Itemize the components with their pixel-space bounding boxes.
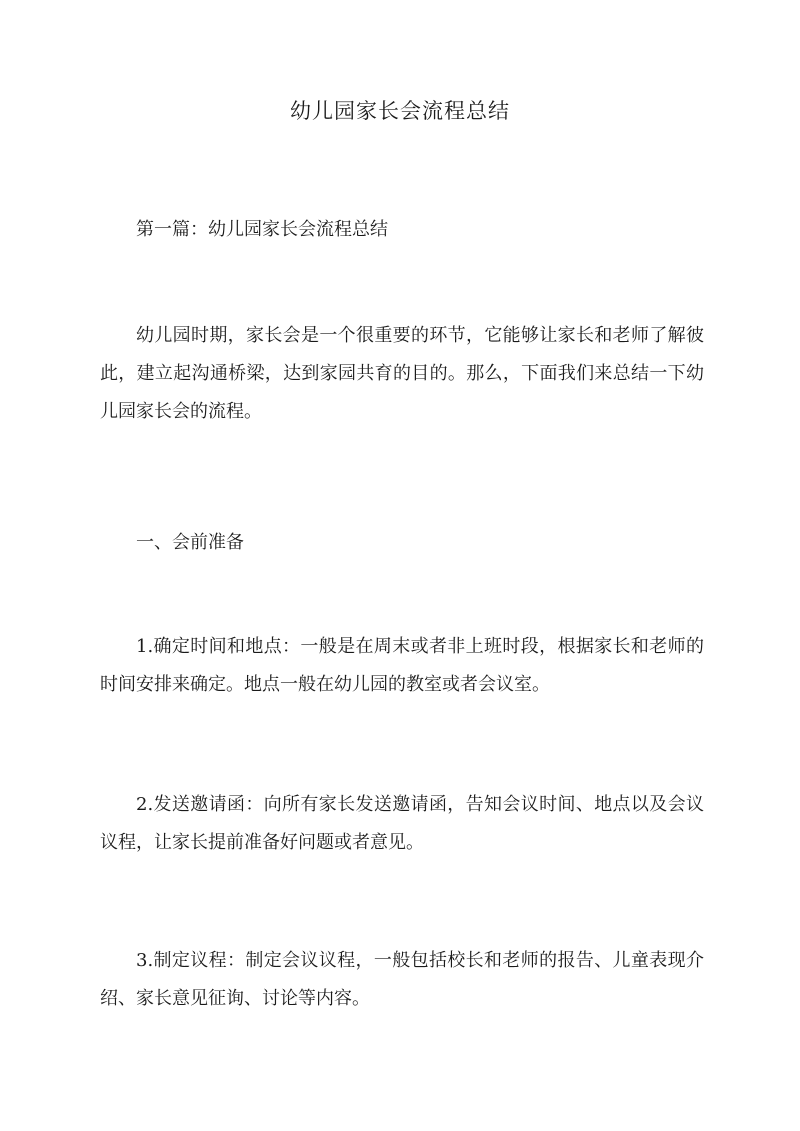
list-item: 2.发送邀请函：向所有家长发送邀请函，告知会议时间、地点以及会议议程，让家长提前准备好问题或者意见。 (100, 794, 704, 853)
intro-paragraph: 幼儿园时期，家长会是一个很重要的环节，它能够让家长和老师了解彼此，建立起沟通桥梁，达到家园共育的目的。那么，下面我们来总结一下幼儿园家长会的流程。 (100, 325, 704, 422)
document-subtitle: 第一篇：幼儿园家长会流程总结 (136, 219, 388, 240)
document-title: 幼儿园家长会流程总结 (290, 99, 510, 123)
list-item: 3.制定议程：制定会议议程，一般包括校长和老师的报告、儿童表现介绍、家长意见征询、讨论等内容。 (100, 950, 704, 1009)
list-item: 1.确定时间和地点：一般是在周末或者非上班时段，根据家长和老师的时间安排来确定。地点一般在幼儿园的教室或者会议室。 (100, 636, 704, 695)
section-heading: 一、会前准备 (136, 532, 244, 553)
